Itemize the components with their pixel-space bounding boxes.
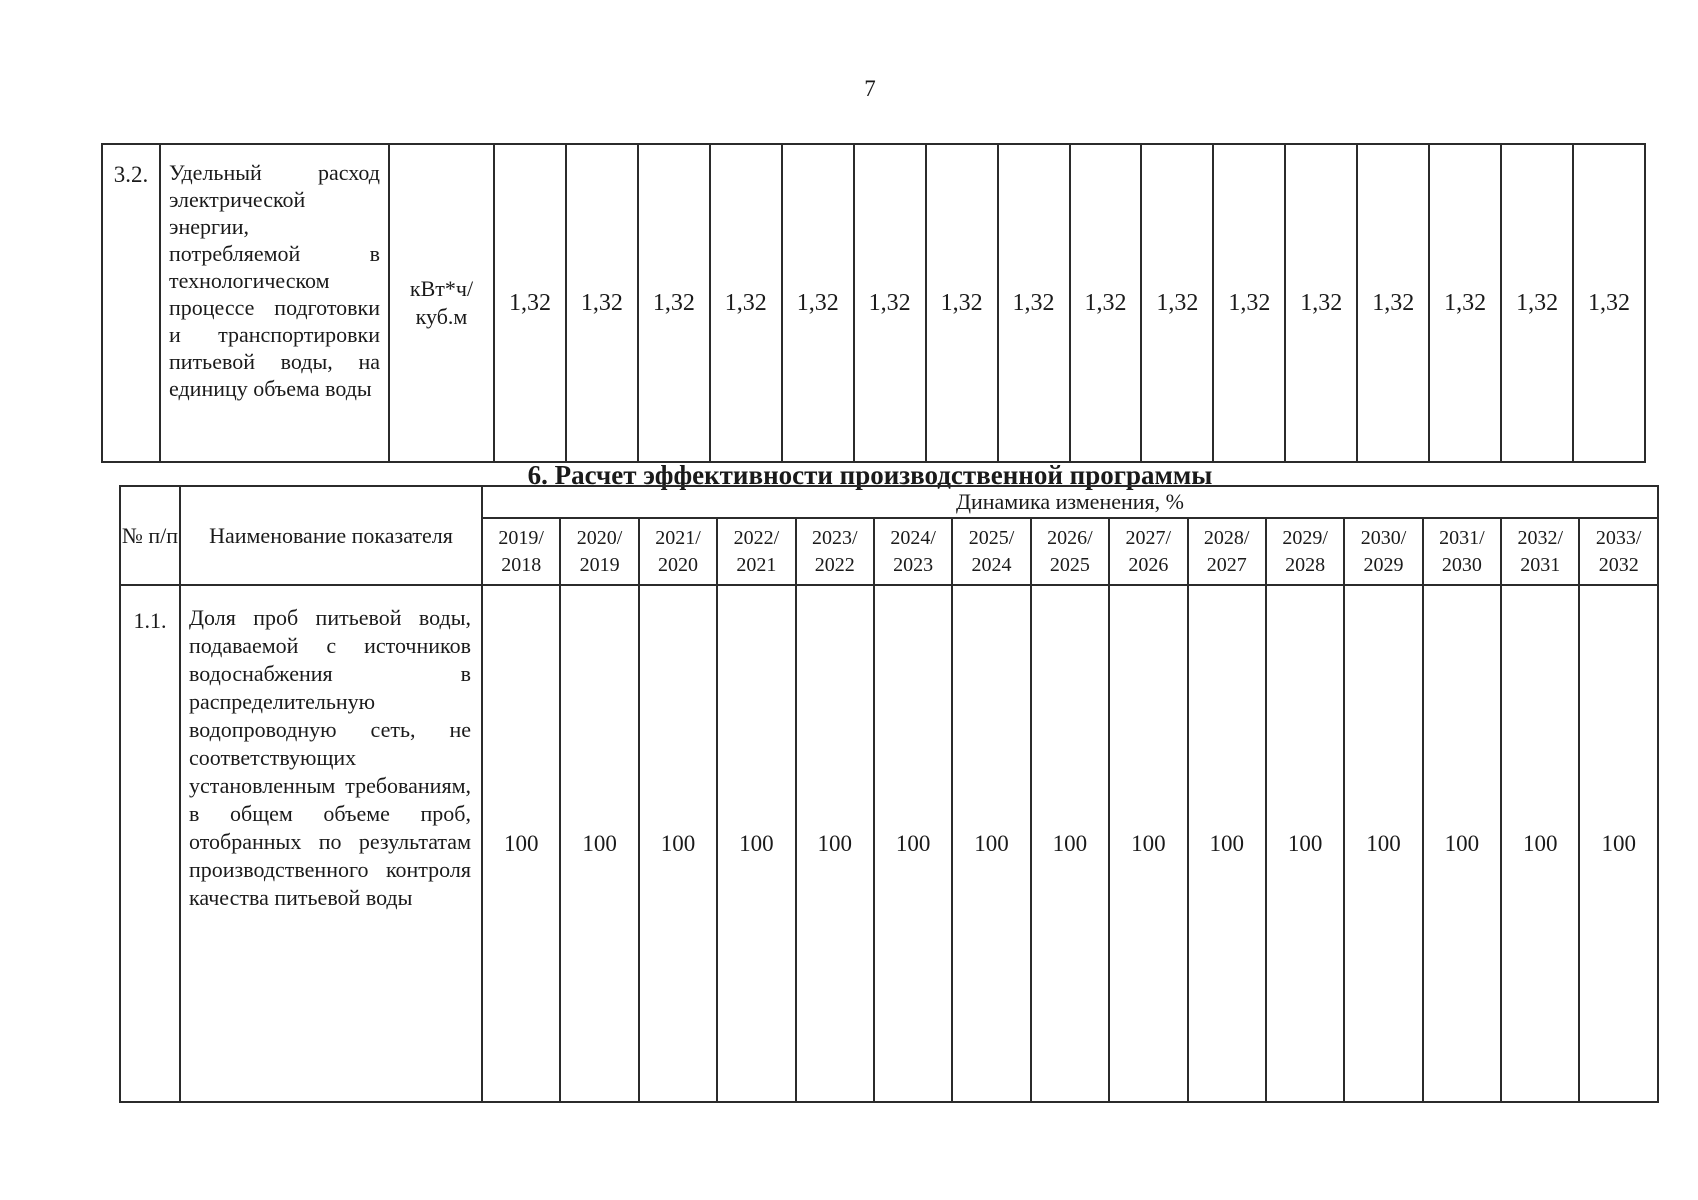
value-cell: 1,32 [998,144,1070,462]
year-header: 2030/ 2029 [1344,518,1422,585]
value-cell: 1,32 [494,144,566,462]
value-cell: 1,32 [638,144,710,462]
value-cell: 1,32 [1501,144,1573,462]
row-number: 1.1. [120,585,180,1102]
year-header: 2021/ 2020 [639,518,717,585]
value-cell: 1,32 [1141,144,1213,462]
value-cell: 1,32 [1070,144,1142,462]
section-title: 6. Расчет эффективности производственной программы [527,460,1213,490]
year-header: 2020/ 2019 [560,518,638,585]
header-name: Наименование показателя [180,486,482,585]
value-cell: 1,32 [1285,144,1357,462]
value-cell: 100 [1579,585,1657,1102]
header-row [120,486,1658,518]
value-cell: 100 [796,585,874,1102]
year-header: 2019/ 2018 [482,518,560,585]
year-header: 2033/ 2032 [1579,518,1657,585]
year-header: 2026/ 2025 [1031,518,1109,585]
year-header: 2027/ 2026 [1109,518,1187,585]
value-cell: 1,32 [1357,144,1429,462]
value-cell: 100 [1031,585,1109,1102]
value-cell: 1,32 [854,144,926,462]
year-header: 2031/ 2030 [1423,518,1501,585]
value-cell: 100 [717,585,795,1102]
year-header: 2024/ 2023 [874,518,952,585]
header-number: № п/п [120,486,180,585]
indicator-name: Удельный расход электрической энергии, потребляемой в технологическом процессе подготовки и транспортировки питьевой воды, на единицу объема воды [160,144,389,462]
year-header: 2028/ 2027 [1188,518,1266,585]
year-header: 2023/ 2022 [796,518,874,585]
indicator-name: Доля проб питьевой воды, подаваемой с источников водоснабжения в распределительную водопроводную сеть, не соответствующих установленным требованиям, в общем объеме проб, отобранных по результатам производственного контроля качества питьевой воды [180,585,482,1102]
value-cell: 1,32 [782,144,854,462]
value-cell: 1,32 [710,144,782,462]
year-header: 2032/ 2031 [1501,518,1579,585]
row-number: 3.2. [102,144,160,462]
value-cell: 100 [1501,585,1579,1102]
page-number: 7 [864,76,876,101]
year-header: 2022/ 2021 [717,518,795,585]
table-row [102,144,1645,462]
value-cell: 100 [874,585,952,1102]
year-header: 2029/ 2028 [1266,518,1344,585]
value-cell: 100 [1188,585,1266,1102]
year-header: 2025/ 2024 [952,518,1030,585]
value-cell: 100 [952,585,1030,1102]
unit-cell: кВт*ч/ куб.м [389,144,494,462]
value-cell: 1,32 [1429,144,1501,462]
value-cell: 1,32 [1213,144,1285,462]
value-cell: 100 [1423,585,1501,1102]
value-cell: 100 [639,585,717,1102]
value-cell: 1,32 [1573,144,1645,462]
value-cell: 100 [1266,585,1344,1102]
efficiency-table [119,485,1659,1103]
table-row [120,585,1658,1102]
value-cell: 100 [482,585,560,1102]
indicator-table [101,143,1646,463]
value-cell: 100 [1109,585,1187,1102]
value-cell: 100 [1344,585,1422,1102]
value-cell: 1,32 [926,144,998,462]
value-cell: 100 [560,585,638,1102]
header-dynamics: Динамика изменения, % [482,486,1658,518]
value-cell: 1,32 [566,144,638,462]
